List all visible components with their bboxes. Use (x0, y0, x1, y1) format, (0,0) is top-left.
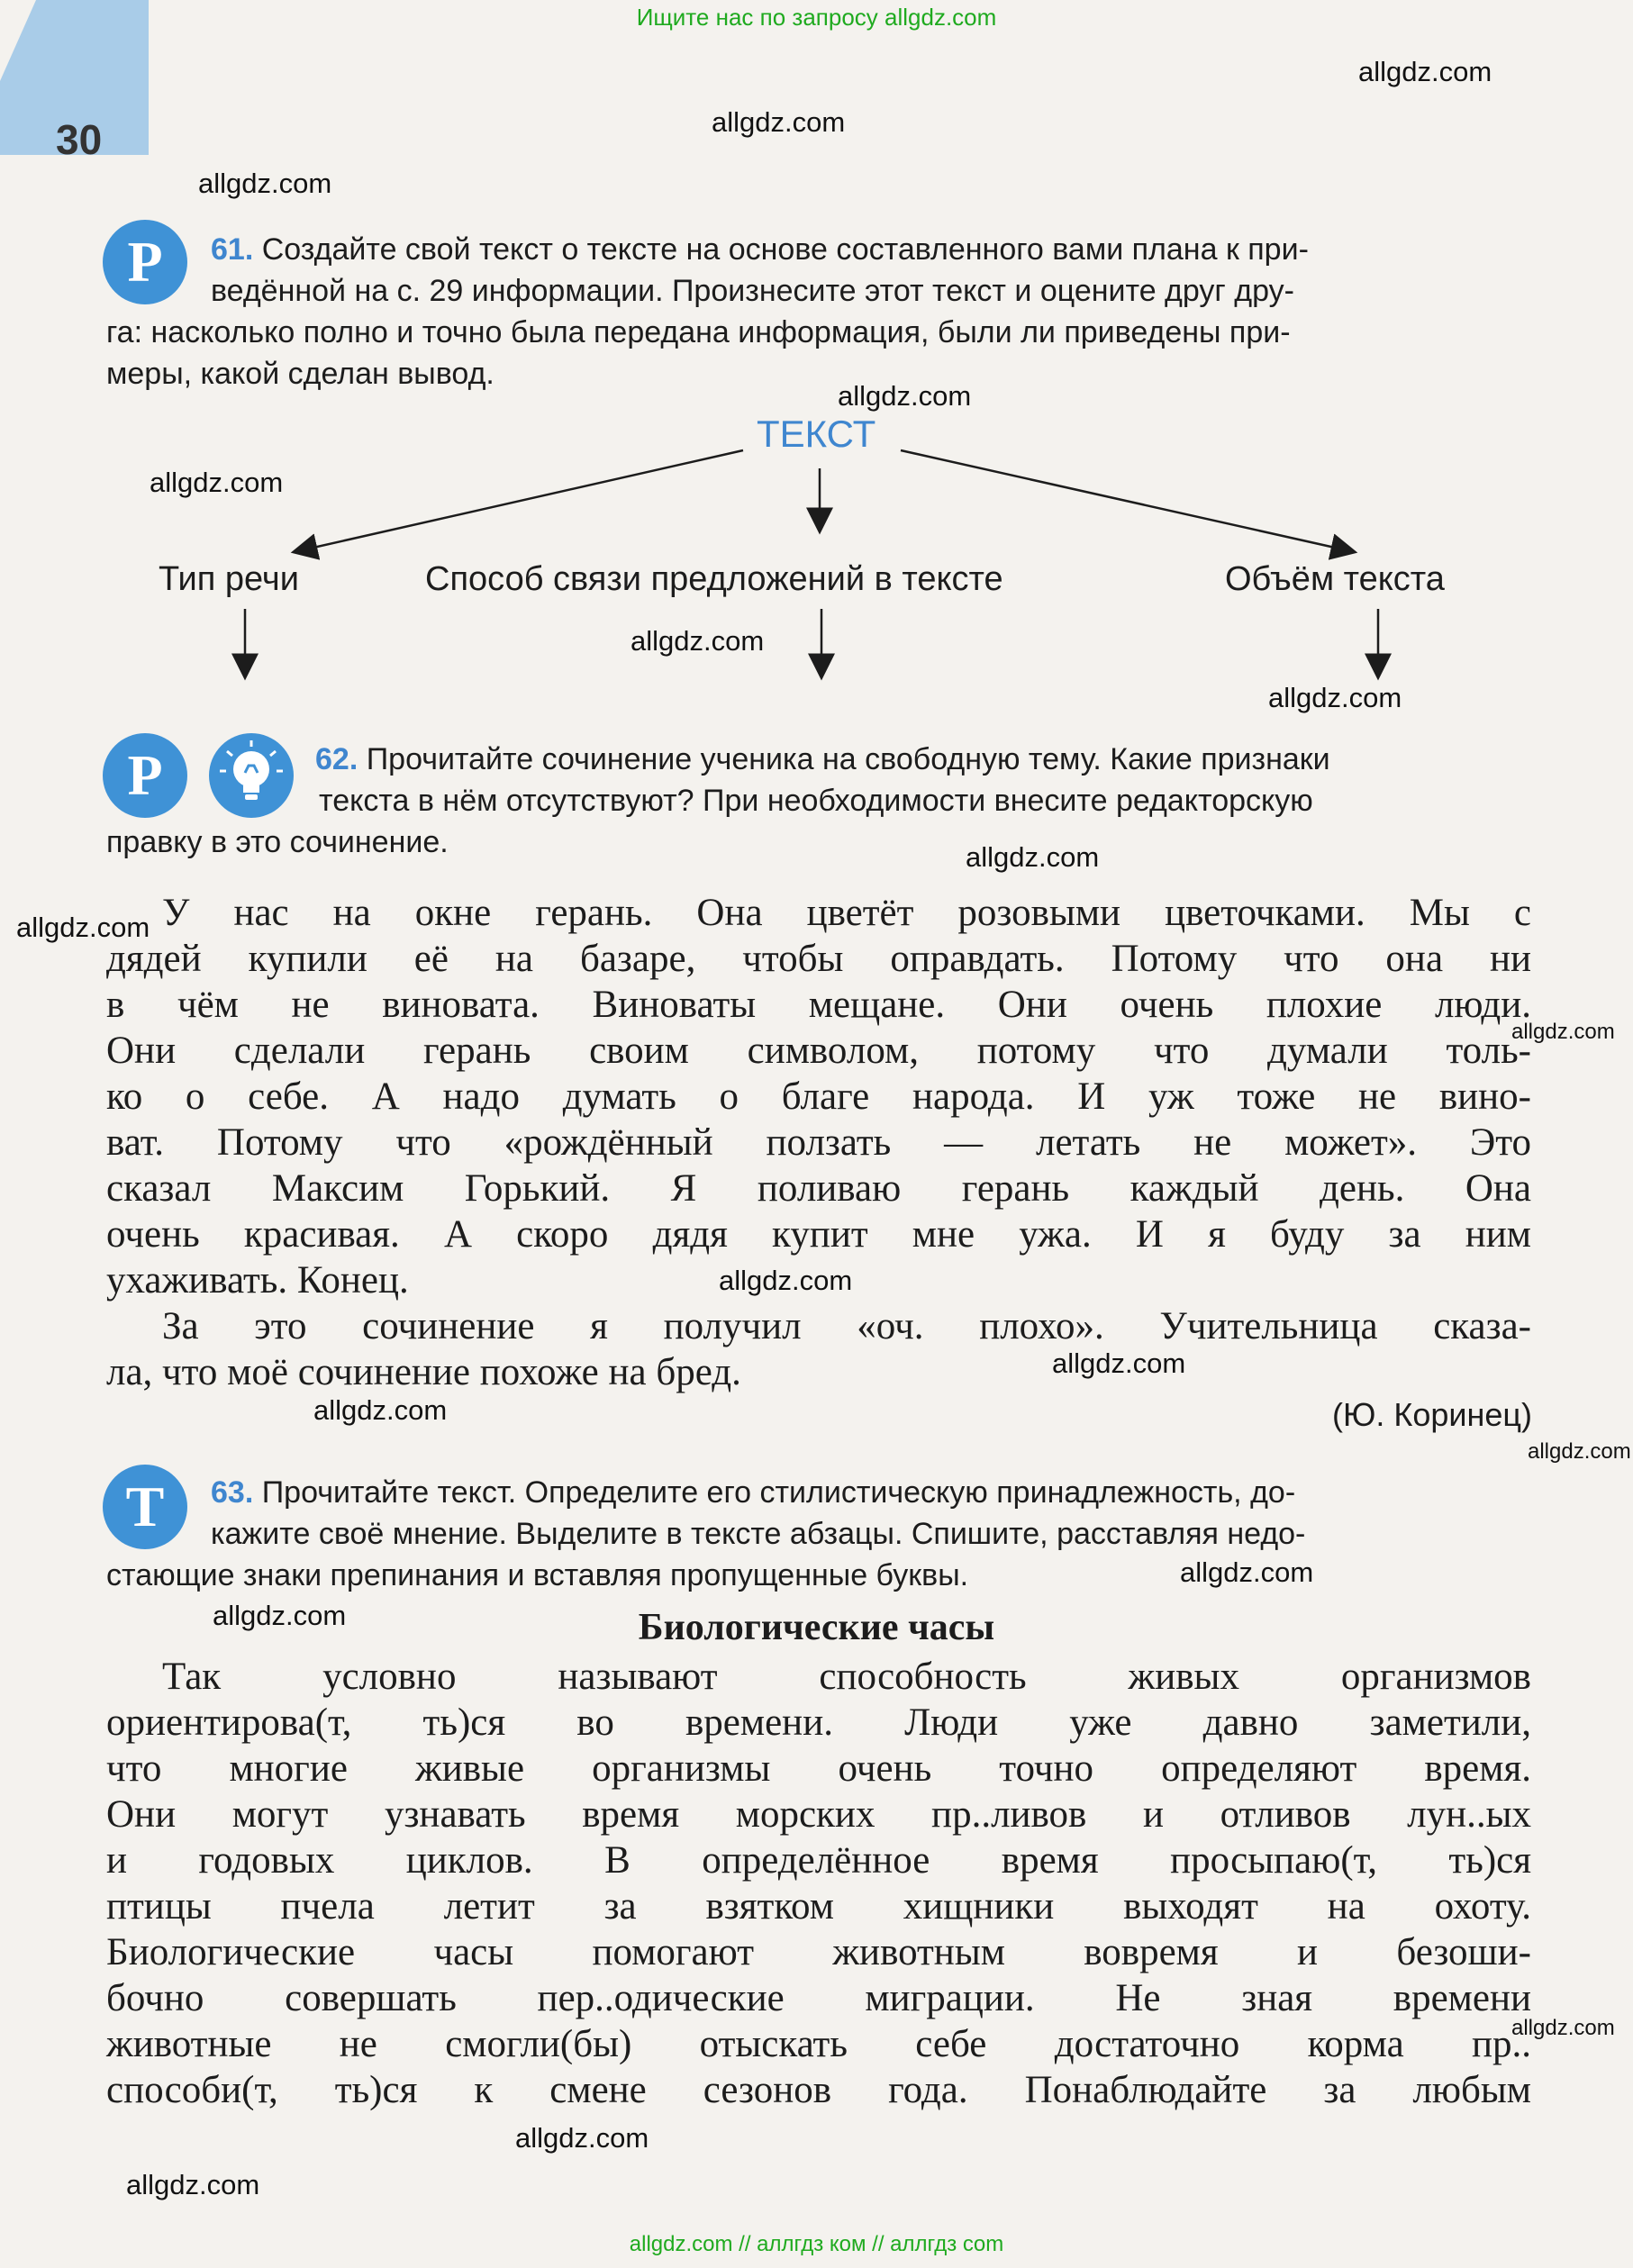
page-number: 30 (56, 116, 103, 163)
task-line: кажите своё мнение. Выделите в тексте абзацы. Спишите, расставляя недо- (211, 1517, 1306, 1551)
watermark: allgdz.com (198, 168, 332, 199)
task-line: га: насколько полно и точно была передана информация, были ли приведены при- (106, 315, 1291, 349)
task-line: ведённой на с. 29 информации. Произнесите этот текст и оцените друг дру- (211, 274, 1294, 308)
text-line: что многие живые организмы очень точно определяют время. (106, 1747, 1531, 1790)
p-badge-icon: Р (103, 220, 187, 304)
watermark: allgdz.com (313, 1394, 448, 1426)
watermark: allgdz.com (1268, 682, 1402, 713)
task-line: меры, какой сделан вывод. (106, 357, 494, 391)
essay-line: У нас на окне герань. Она цветёт розовыми цветочками. Мы с (162, 892, 1531, 934)
watermark: allgdz.com (631, 625, 765, 657)
watermark: allgdz.com (1528, 1439, 1631, 1464)
watermark: allgdz.com (1511, 2016, 1615, 2040)
essay-line: сказал Максим Горький. Я поливаю герань каждый день. Она (106, 1167, 1531, 1210)
essay-author: (Ю. Коринец) (1332, 1396, 1532, 1433)
essay-line: ко о себе. А надо думать о благе народа. И уж тоже не вино- (106, 1075, 1531, 1118)
task-line: Создайте свой текст о тексте на основе составленного вами плана к при- (261, 232, 1309, 267)
task-line: правку в это сочинение. (106, 825, 449, 859)
text-line: ориентирова(т, ть)ся во времени. Люди уже давно заметили, (106, 1701, 1531, 1744)
task-line: текста в нём отсутствуют? При необходимости внесите редакторскую (319, 784, 1313, 818)
arrow-right (901, 450, 1351, 551)
scheme-item-text-volume: Объём текста (1225, 560, 1445, 598)
text-line: Биологические часы помогают животным вовремя и безоши- (106, 1931, 1531, 1973)
watermark: allgdz.com (719, 1265, 853, 1296)
task-line: стающие знаки препинания и вставляя пропущенные буквы. (106, 1558, 969, 1592)
scheme-item-speech-type: Тип речи (159, 560, 299, 598)
t-badge-icon: Т (103, 1465, 187, 1549)
essay-line: ухаживать. Конец. (106, 1259, 409, 1302)
text-line: Они могут узнавать время морских пр..ливов и отливов лун..ых (106, 1793, 1531, 1836)
essay-line: ват. Потому что «рождённый ползать — летать не может». Это (106, 1121, 1531, 1164)
watermark: allgdz.com (1511, 1020, 1615, 1044)
exercise-number: 62. (315, 742, 358, 776)
bottom-banner: allgdz.com // аллгдз ком // аллгдз com (629, 2232, 1004, 2256)
task-line: Прочитайте текст. Определите его стилистическую принадлежность, до- (261, 1475, 1296, 1510)
text-line: Так условно называют способность живых организмов (162, 1656, 1531, 1698)
essay-line: ла, что моё сочинение похоже на бред. (106, 1351, 741, 1393)
watermark: allgdz.com (1180, 1556, 1314, 1588)
text-line: способи(т, ть)ся к смене сезонов года. Понаблюдайте за любым (106, 2069, 1531, 2111)
task-line: Прочитайте сочинение ученика на свободную тему. Какие признаки (366, 742, 1330, 776)
essay-line: Они сделали герань своим символом, потому что думали толь- (106, 1030, 1531, 1072)
essay-line: За это сочинение я получил «оч. плохо». Учительница сказа- (162, 1305, 1531, 1347)
watermark: allgdz.com (16, 912, 150, 943)
watermark: allgdz.com (213, 1600, 347, 1631)
watermark: allgdz.com (126, 2169, 260, 2200)
watermark: allgdz.com (712, 106, 846, 138)
exercise-number: 61. (211, 232, 254, 267)
scheme-item-sentence-link: Способ связи предложений в тексте (425, 560, 1003, 598)
essay-line: очень красивая. А скоро дядя купит мне ужа. И я буду за ним (106, 1213, 1531, 1256)
essay-line: дядей купили её на базаре, чтобы оправдать. Потому что она ни (106, 938, 1531, 980)
text-line: и годовых циклов. В определённое время просыпаю(т, ть)ся (106, 1839, 1531, 1882)
essay-text (106, 890, 1531, 1395)
exercise-63-task (106, 1472, 1531, 1596)
watermark: allgdz.com (515, 2122, 649, 2154)
exercise-62-task (106, 739, 1531, 863)
arrow-left (297, 450, 743, 551)
text-title: Биологические часы (638, 1607, 995, 1648)
top-banner: Ищите нас по запросу allgdz.com (636, 4, 997, 31)
watermark: allgdz.com (1358, 56, 1492, 87)
watermark: allgdz.com (966, 841, 1100, 873)
text-line: бочно совершать пер..одические миграции. Не зная времени (106, 1977, 1531, 2019)
text-line: птицы пчела летит за взятком хищники выходят на охоту. (106, 1885, 1531, 1928)
scheme-title: ТЕКСТ (757, 413, 876, 455)
watermark: allgdz.com (150, 467, 284, 498)
text-line: животные не смогли(бы) отыскать себе достаточно корма пр.. (106, 2023, 1531, 2065)
watermark: allgdz.com (838, 380, 972, 412)
biological-clock-text (106, 1654, 1531, 2113)
p-badge-icon: Р (103, 733, 187, 818)
watermark: allgdz.com (1052, 1347, 1186, 1379)
exercise-number: 63. (211, 1475, 254, 1510)
essay-line: в чём не виновата. Виноваты мещане. Они очень плохие люди. (106, 984, 1531, 1026)
